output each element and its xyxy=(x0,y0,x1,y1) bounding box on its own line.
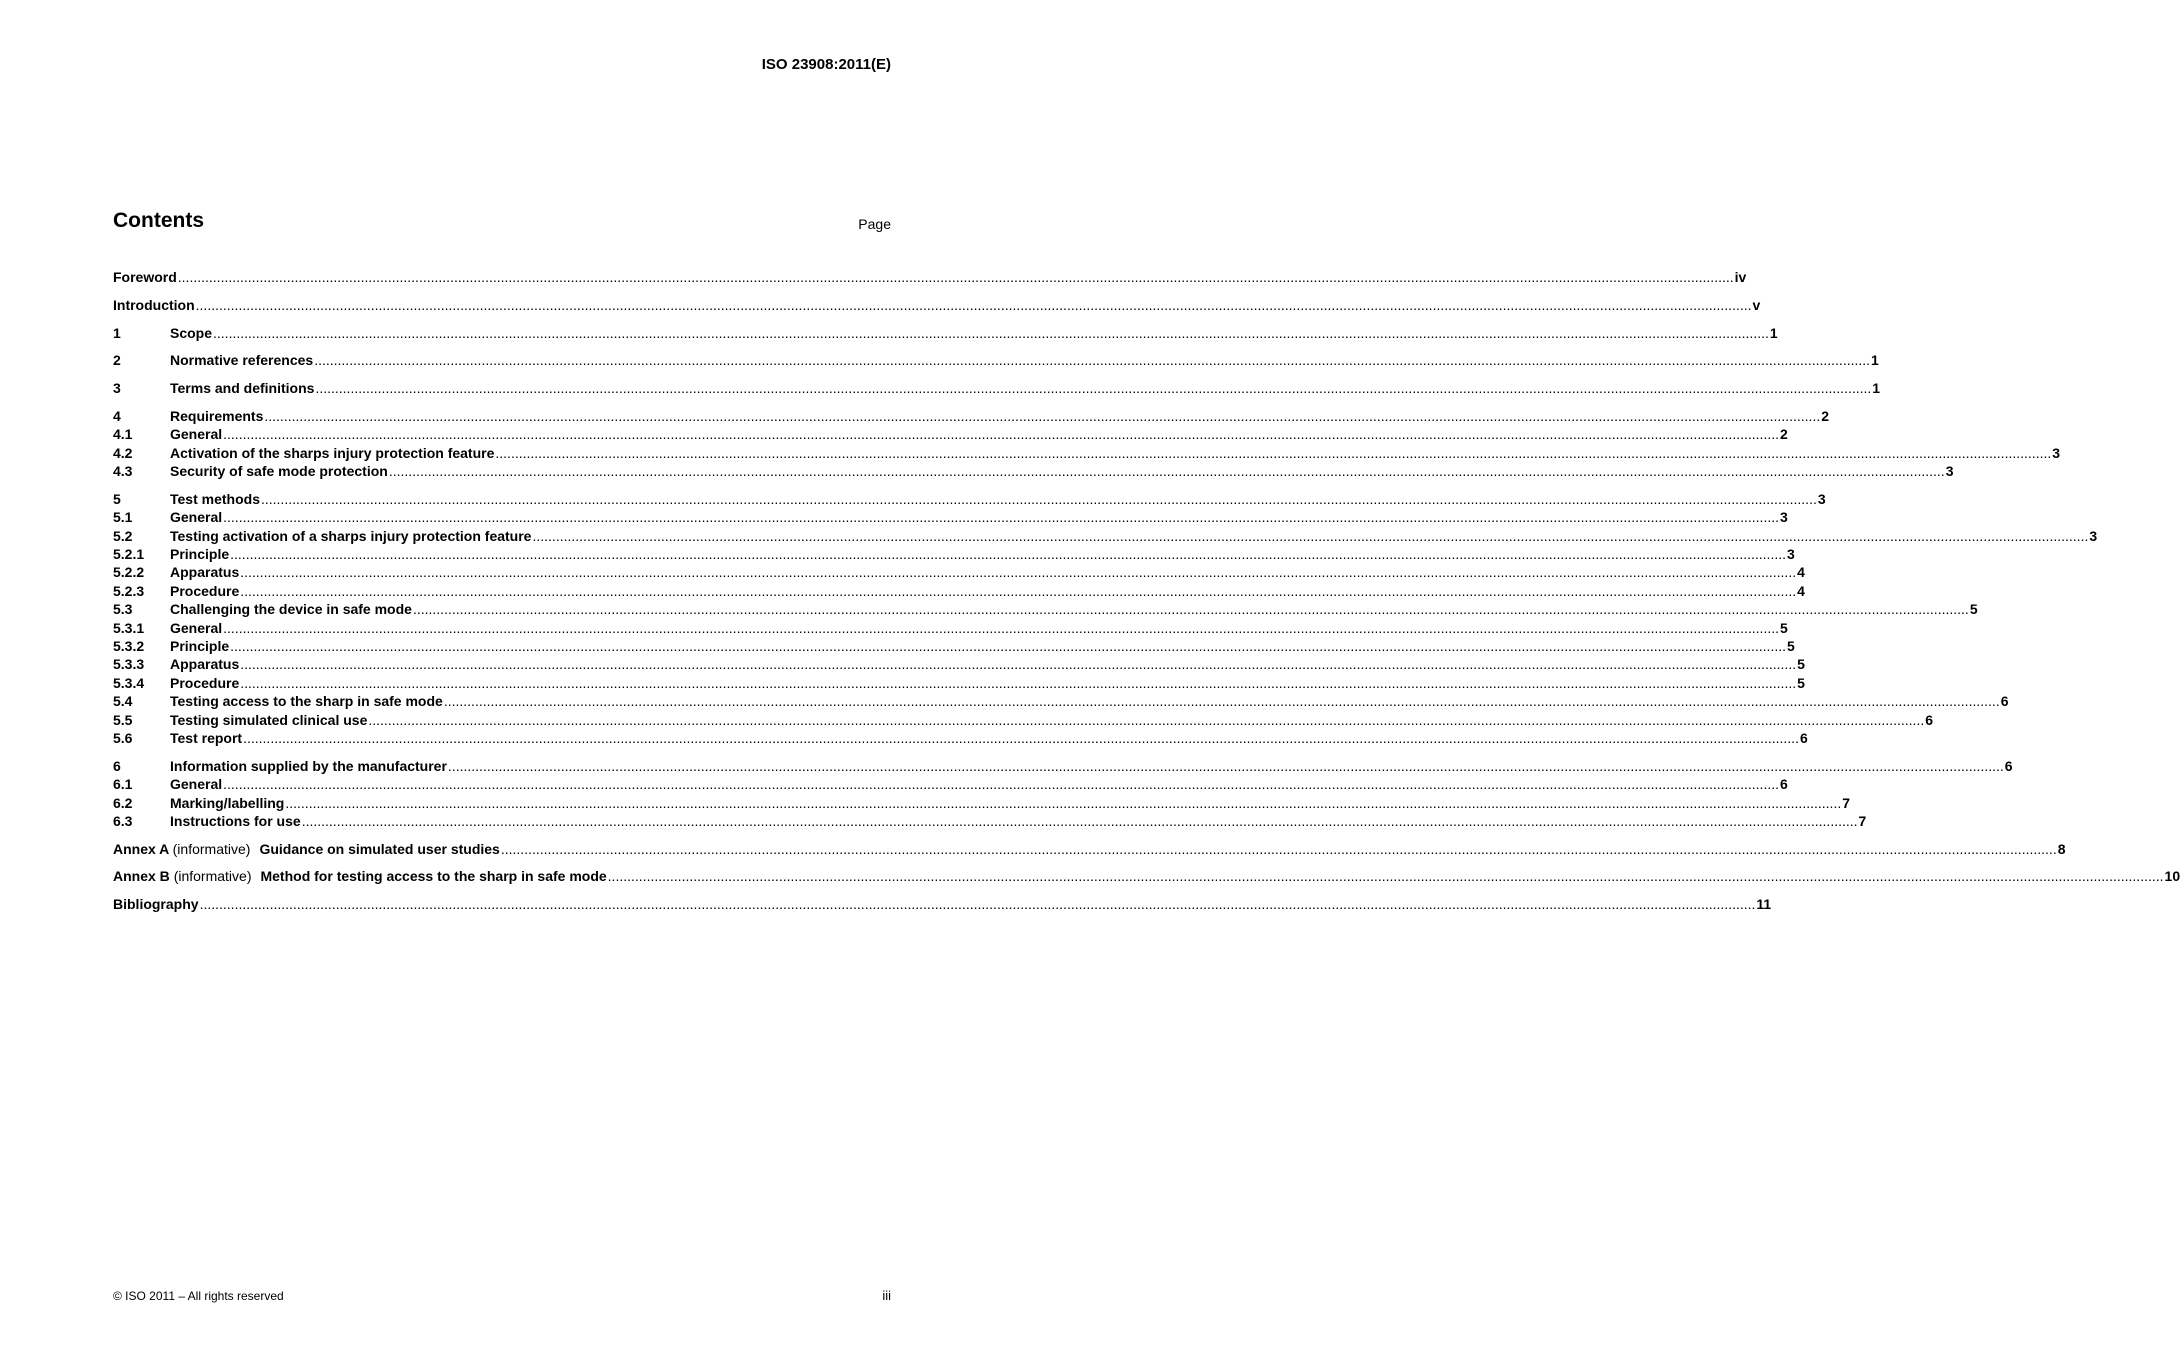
toc-entry-title: Requirements xyxy=(170,407,264,424)
toc-entry-page: 6 xyxy=(1780,776,1788,793)
toc-entry[interactable] xyxy=(113,729,1808,747)
toc-entry[interactable] xyxy=(113,812,1867,830)
toc-entry[interactable] xyxy=(113,462,1954,480)
toc-entry-page: 2 xyxy=(1780,426,1788,443)
toc-entry-title: Activation of the sharps injury protection feature xyxy=(170,444,495,461)
toc-entry-title: Normative references xyxy=(170,352,314,369)
toc-entry-title: Security of safe mode protection xyxy=(170,463,388,480)
toc-entry-title: Scope xyxy=(170,324,213,341)
toc-entry-title: Principle xyxy=(170,546,230,563)
toc-entry[interactable] xyxy=(113,379,1881,397)
dot-leader: ................................................................................................................................................................................................................................................................................................................................................................................................................ xyxy=(223,776,1779,793)
copyright-notice: © ISO 2011 – All rights reserved xyxy=(113,1289,284,1303)
toc-entry[interactable] xyxy=(113,600,1978,618)
toc-entry-page: 3 xyxy=(2052,444,2061,461)
toc-entry-title: Introduction xyxy=(113,296,195,313)
toc-entry-number: 5.2.2 xyxy=(113,564,145,581)
toc-entry-number: 5.2 xyxy=(113,527,133,544)
dot-leader: ................................................................................................................................................................................................................................................................................................................................................................................................................ xyxy=(500,840,2057,857)
toc-entry-number: 5.3.1 xyxy=(113,619,145,636)
dot-leader: ................................................................................................................................................................................................................................................................................................................................................................................................................ xyxy=(301,812,1858,829)
toc-entry[interactable] xyxy=(113,490,1826,508)
annex-kind: (informative) xyxy=(173,868,252,885)
toc-entry-title: Terms and definitions xyxy=(170,380,315,397)
toc-entry-number: 4.2 xyxy=(113,444,133,461)
toc-entry[interactable] xyxy=(113,757,2013,775)
toc-entry-number: 6.3 xyxy=(113,812,133,829)
toc-entry[interactable] xyxy=(113,692,2009,710)
toc-entry-page: 6 xyxy=(2004,757,2013,774)
toc-entry-page: 3 xyxy=(1817,490,1826,507)
toc-entry-title: Apparatus xyxy=(170,656,240,673)
toc-entry-number: 2 xyxy=(113,352,121,369)
dot-leader: ................................................................................................................................................................................................................................................................................................................................................................................................................ xyxy=(315,380,1872,397)
dot-leader: ................................................................................................................................................................................................................................................................................................................................................................................................................ xyxy=(495,444,2052,461)
page-column-label: Page xyxy=(858,216,891,232)
toc-entry-page: v xyxy=(1752,296,1761,313)
toc-entry-number: 6.1 xyxy=(113,776,133,793)
document-id: ISO 23908:2011(E) xyxy=(761,56,891,73)
toc-entry-title: Challenging the device in safe mode xyxy=(170,601,412,618)
toc-entry-page: 5 xyxy=(1780,619,1788,636)
toc-entry-page: 6 xyxy=(2000,693,2009,710)
toc-entry-number: 5.1 xyxy=(113,509,133,526)
dot-leader: ................................................................................................................................................................................................................................................................................................................................................................................................................ xyxy=(230,637,1786,654)
toc-entry-page: 5 xyxy=(1969,601,1978,618)
toc-entry[interactable] xyxy=(113,545,1795,563)
dot-leader: ................................................................................................................................................................................................................................................................................................................................................................................................................ xyxy=(223,619,1779,636)
toc-entry-number: 5.2.3 xyxy=(113,582,145,599)
dot-leader: ................................................................................................................................................................................................................................................................................................................................................................................................................ xyxy=(240,582,1797,599)
dot-leader: ................................................................................................................................................................................................................................................................................................................................................................................................................ xyxy=(240,564,1797,581)
toc-entry-page: 1 xyxy=(1769,324,1778,341)
toc-entry-title: Instructions for use xyxy=(170,812,301,829)
toc-entry-page: 8 xyxy=(2057,840,2066,857)
toc-entry-page: 3 xyxy=(1780,509,1788,526)
toc-entry-number: 5.3.3 xyxy=(113,656,145,673)
toc-entry-title: Procedure xyxy=(170,674,240,691)
toc-entry-page: 11 xyxy=(1756,896,1772,913)
toc-entry[interactable] xyxy=(113,794,1851,812)
toc-entry-title: Test methods xyxy=(170,490,260,507)
toc-entry[interactable] xyxy=(113,407,1830,425)
toc-entry-page: 3 xyxy=(1787,546,1795,563)
toc-entry-number: 5.3 xyxy=(113,601,133,618)
toc-entry-page: 5 xyxy=(1797,656,1805,673)
dot-leader: ................................................................................................................................................................................................................................................................................................................................................................................................................ xyxy=(412,601,1969,618)
toc-entry-title: General xyxy=(170,426,223,443)
toc-entry[interactable] xyxy=(113,444,2061,462)
annex-label: Annex A xyxy=(113,840,169,857)
annex-kind: (informative) xyxy=(172,840,251,857)
annex-label: Annex B xyxy=(113,868,170,885)
toc-entry-title: Test report xyxy=(170,729,243,746)
toc-entry[interactable] xyxy=(113,775,1788,793)
toc-entry-number: 5.6 xyxy=(113,729,133,746)
toc-entry[interactable] xyxy=(113,619,1788,637)
dot-leader: ................................................................................................................................................................................................................................................................................................................................................................................................................ xyxy=(223,426,1779,443)
toc-entry-number: 5.5 xyxy=(113,711,133,728)
toc-entry-page: 4 xyxy=(1797,564,1805,581)
toc-entry-number: 4.1 xyxy=(113,426,133,443)
toc-entry-title: Marking/labelling xyxy=(170,794,285,811)
toc-entry-title: Testing activation of a sharps injury protection feature xyxy=(170,527,532,544)
toc-entry-page: 10 xyxy=(2164,868,2180,885)
toc-entry[interactable] xyxy=(113,840,2066,858)
toc-entry[interactable] xyxy=(113,895,1772,913)
dot-leader: ................................................................................................................................................................................................................................................................................................................................................................................................................ xyxy=(195,296,1752,313)
dot-leader: ................................................................................................................................................................................................................................................................................................................................................................................................................ xyxy=(314,352,1871,369)
toc-entry[interactable] xyxy=(113,582,1805,600)
toc-entry-number: 5.3.4 xyxy=(113,674,145,691)
toc-entry-number: 5 xyxy=(113,490,121,507)
toc-entry-page: 5 xyxy=(1787,637,1795,654)
annex-title: Guidance on simulated user studies xyxy=(259,840,500,857)
dot-leader: ................................................................................................................................................................................................................................................................................................................................................................................................................ xyxy=(285,794,1842,811)
dot-leader: ................................................................................................................................................................................................................................................................................................................................................................................................................ xyxy=(532,527,2089,544)
dot-leader: ................................................................................................................................................................................................................................................................................................................................................................................................................ xyxy=(243,729,1799,746)
toc-entry-page: 3 xyxy=(1945,463,1954,480)
toc-entry-number: 4.3 xyxy=(113,463,133,480)
toc-entry-title: Information supplied by the manufacturer xyxy=(170,757,447,774)
dot-leader: ................................................................................................................................................................................................................................................................................................................................................................................................................ xyxy=(443,693,2000,710)
toc-entry[interactable] xyxy=(113,324,1778,342)
toc-entry-title: Testing access to the sharp in safe mode xyxy=(170,693,443,710)
toc-entry-page: iv xyxy=(1734,269,1747,285)
toc-entry-number: 5.4 xyxy=(113,693,133,710)
toc-entry-page: 6 xyxy=(1799,729,1808,746)
dot-leader: ................................................................................................................................................................................................................................................................................................................................................................................................................ xyxy=(240,656,1797,673)
toc-entry[interactable] xyxy=(113,867,2180,885)
toc-entry[interactable] xyxy=(113,425,1788,443)
toc-entry[interactable] xyxy=(113,674,1805,692)
toc-entry[interactable] xyxy=(113,508,1788,526)
toc-entry[interactable] xyxy=(113,527,2098,545)
dot-leader: ................................................................................................................................................................................................................................................................................................................................................................................................................ xyxy=(213,324,1769,341)
toc-entry[interactable] xyxy=(113,711,1934,729)
toc-entry-page: 1 xyxy=(1871,352,1879,369)
toc-entry-title: Procedure xyxy=(170,582,240,599)
toc-entry[interactable] xyxy=(113,351,1879,369)
toc-entry-page: 4 xyxy=(1797,582,1805,599)
toc-entry-page: 7 xyxy=(1842,794,1851,811)
toc-entry-number: 6 xyxy=(113,757,121,774)
toc-entry-title: Principle xyxy=(170,637,230,654)
toc-entry-title xyxy=(113,867,607,885)
dot-leader: ................................................................................................................................................................................................................................................................................................................................................................................................................ xyxy=(230,546,1786,563)
table-of-contents xyxy=(113,268,2180,914)
toc-entry-title: General xyxy=(170,509,223,526)
toc-entry-page: 1 xyxy=(1872,380,1881,397)
dot-leader: ................................................................................................................................................................................................................................................................................................................................................................................................................ xyxy=(177,269,1734,285)
toc-entry-page: 7 xyxy=(1858,812,1867,829)
toc-entry[interactable] xyxy=(113,655,1805,673)
contents-heading: Contents xyxy=(113,209,204,232)
toc-entry-title: Bibliography xyxy=(113,896,199,913)
dot-leader: ................................................................................................................................................................................................................................................................................................................................................................................................................ xyxy=(199,896,1756,913)
dot-leader: ................................................................................................................................................................................................................................................................................................................................................................................................................ xyxy=(447,757,2004,774)
toc-entry-title: General xyxy=(170,776,223,793)
toc-entry-title xyxy=(113,840,500,858)
toc-entry-number: 4 xyxy=(113,407,121,424)
toc-entry-page: 6 xyxy=(1925,711,1934,728)
toc-entry-number: 1 xyxy=(113,324,121,341)
dot-leader: ................................................................................................................................................................................................................................................................................................................................................................................................................ xyxy=(223,509,1779,526)
toc-entry[interactable] xyxy=(113,268,1747,286)
toc-entry-title: Testing simulated clinical use xyxy=(170,711,368,728)
toc-entry-number: 5.2.1 xyxy=(113,546,145,563)
toc-entry[interactable] xyxy=(113,637,1795,655)
toc-entry-number: 5.3.2 xyxy=(113,637,145,654)
toc-entry[interactable] xyxy=(113,296,1761,314)
toc-entry-title: General xyxy=(170,619,223,636)
toc-entry-number: 6.2 xyxy=(113,794,133,811)
toc-entry-title: Foreword xyxy=(113,269,177,285)
toc-entry-number: 3 xyxy=(113,380,121,397)
toc-entry-page: 5 xyxy=(1797,674,1805,691)
dot-leader: ................................................................................................................................................................................................................................................................................................................................................................................................................ xyxy=(388,463,1945,480)
dot-leader: ................................................................................................................................................................................................................................................................................................................................................................................................................ xyxy=(240,674,1797,691)
toc-entry[interactable] xyxy=(113,563,1805,581)
toc-entry-title: Apparatus xyxy=(170,564,240,581)
annex-title: Method for testing access to the sharp in safe mode xyxy=(260,868,607,885)
toc-entry-page: 3 xyxy=(2089,527,2098,544)
dot-leader: ................................................................................................................................................................................................................................................................................................................................................................................................................ xyxy=(368,711,1925,728)
toc-entry-page: 2 xyxy=(1821,407,1830,424)
dot-leader: ................................................................................................................................................................................................................................................................................................................................................................................................................ xyxy=(264,407,1821,424)
page-number: iii xyxy=(882,1288,891,1303)
dot-leader: ................................................................................................................................................................................................................................................................................................................................................................................................................ xyxy=(260,490,1817,507)
dot-leader: ................................................................................................................................................................................................................................................................................................................................................................................................................ xyxy=(607,868,2164,885)
